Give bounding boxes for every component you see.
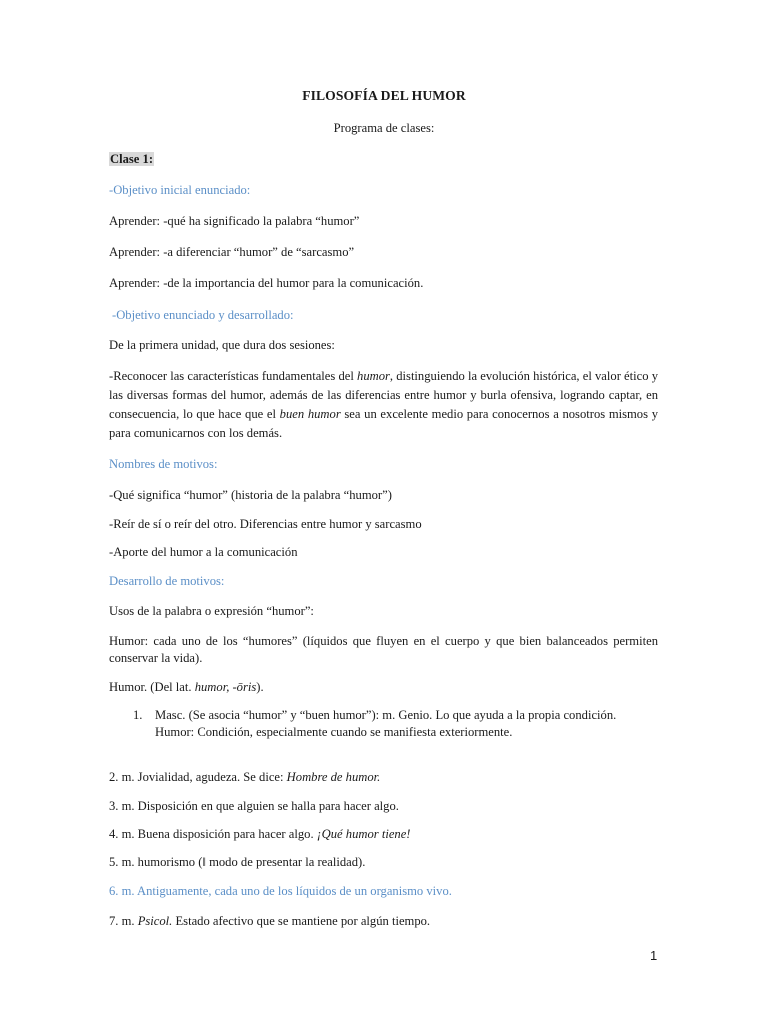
humor-latin-text-1: Humor. (Del lat. (109, 680, 195, 694)
objective-developed-heading: -Objetivo enunciado y desarrollado: (112, 308, 294, 322)
recognize-italic-buen-humor: buen humor (279, 407, 341, 421)
humor-latin-text-2: ). (256, 680, 264, 694)
humor-latin-line (109, 678, 658, 696)
page-number: 1 (650, 948, 658, 963)
learn-item-3: Aprender: -de la importancia del humor para la comunicación. (109, 276, 424, 290)
definition-2 (109, 768, 658, 786)
recognize-text-3: sea un excelente medio para conocernos a nosotros mismos y para comunicarnos con los demás. (109, 407, 658, 440)
objective-initial-heading: -Objetivo inicial enunciado: (109, 183, 251, 197)
document-title: FILOSOFÍA DEL HUMOR (302, 88, 466, 103)
motives-development-heading: Desarrollo de motivos: (109, 574, 225, 588)
list-item-subtext: Humor: Condición, especialmente cuando se manifiesta exteriormente. (155, 725, 513, 739)
definition-4-italic: ¡Qué humor tiene! (316, 827, 411, 841)
definition-5: 5. m. humorismo (‖ modo de presentar la realidad). (109, 855, 366, 869)
list-item-text: Masc. (Se asocia “humor” y “buen humor”): m. Genio. Lo que ayuda a la propia condición. (155, 708, 617, 722)
list-number: 1. (133, 708, 143, 722)
recognize-italic-humor: humor (357, 369, 390, 383)
definition-2-text: 2. m. Jovialidad, agudeza. Se dice: (109, 770, 287, 784)
definition-7-italic: Psicol. (137, 914, 173, 928)
definition-7-text-1: 7. m. (109, 914, 138, 928)
definition-2-italic: Hombre de humor. (286, 770, 381, 784)
uses-line: Usos de la palabra o expresión “humor”: (109, 604, 314, 618)
first-unit-text: De la primera unidad, que dura dos sesiones: (109, 338, 335, 352)
definition-7 (109, 912, 658, 930)
humor-latin-italic: humor, -ōris (194, 680, 257, 694)
recognize-text-2: , distinguiendo la evolución histórica, el valor ético y las diversas formas del humor, además de las diferencias entre humor y burla ofensiva, logrando captar, en consecuencia, lo que hace que el (109, 369, 659, 421)
definition-3: 3. m. Disposición en que alguien se halla para hacer algo. (109, 799, 399, 813)
list-item-body (155, 707, 658, 741)
definition-4-text: 4. m. Buena disposición para hacer algo. (109, 827, 317, 841)
motive-item-1: -Qué significa “humor” (historia de la palabra “humor”) (109, 488, 392, 502)
definition-7-text-2: Estado afectivo que se mantiene por algún tiempo. (172, 914, 431, 928)
class-label-line (109, 150, 658, 168)
humor-definition: Humor: cada uno de los “humores” (líquidos que fluyen en el cuerpo y que bien balanceados permiten conservar la vida). (109, 634, 658, 665)
motives-names-heading: Nombres de motivos: (109, 457, 218, 471)
motive-item-3: -Aporte del humor a la comunicación (109, 545, 298, 559)
motive-item-2: -Reír de sí o reír del otro. Diferencias entre humor y sarcasmo (109, 517, 422, 531)
recognize-text-1: -Reconocer las características fundamentales del (109, 369, 358, 383)
definition-4 (109, 825, 658, 843)
recognize-paragraph (109, 367, 658, 443)
learn-item-2: Aprender: -a diferenciar “humor” de “sarcasmo” (109, 245, 355, 259)
document-subtitle: Programa de clases: (333, 121, 435, 135)
definition-6: 6. m. Antiguamente, cada uno de los líquidos de un organismo vivo. (109, 884, 452, 898)
learn-item-1: Aprender: -qué ha significado la palabra “humor” (109, 214, 360, 228)
class-label: Clase 1: (110, 152, 154, 166)
